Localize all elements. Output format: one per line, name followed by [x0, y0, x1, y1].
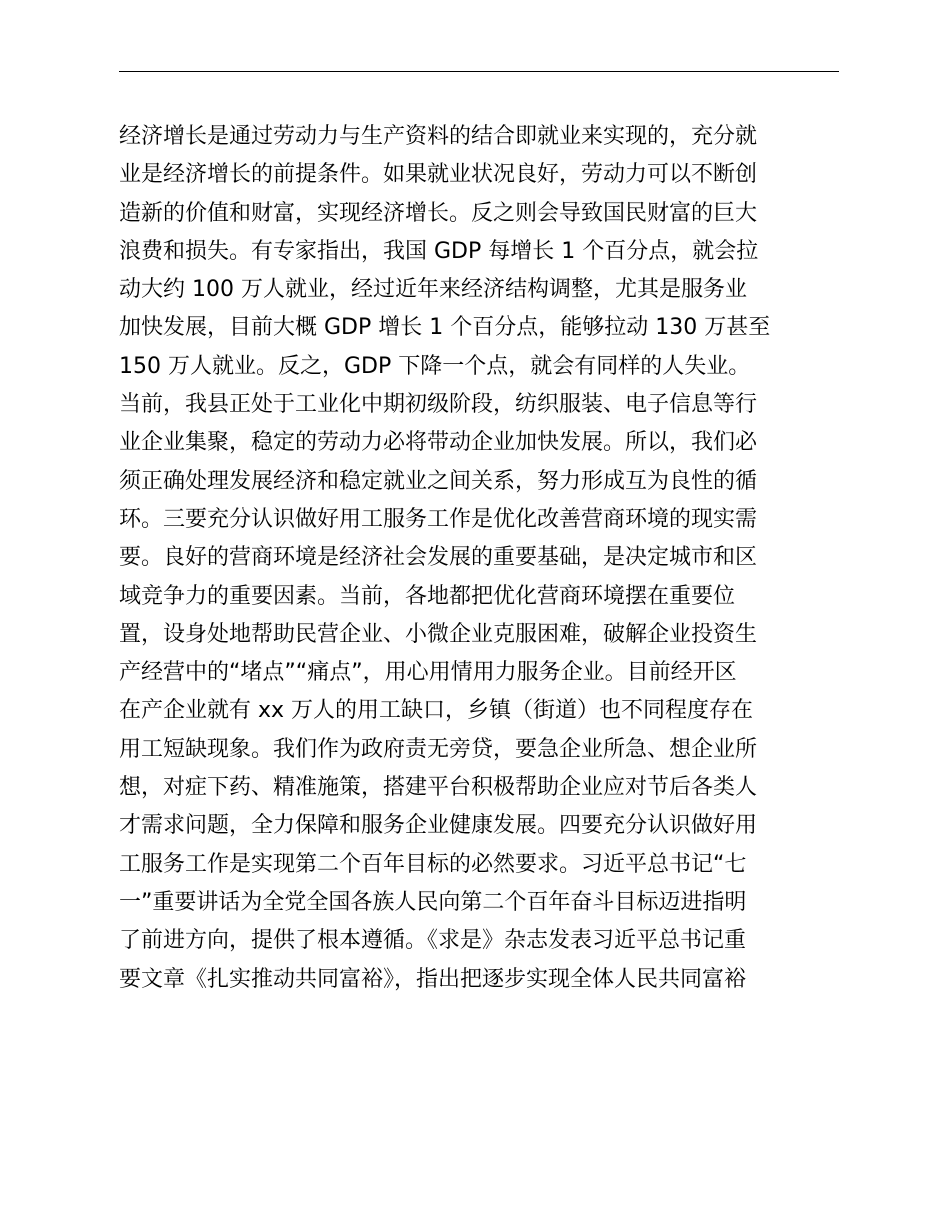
- text-line: 经济增长是通过劳动力与生产资料的结合即就业来实现的，充分就: [119, 124, 758, 149]
- text-line: 在产企业就有 xx 万人的用工缺口，乡镇（街道）也不同程度存在: [119, 698, 754, 724]
- text-line: 产经营中的“堵点”“痛点”，用心用情用力服务企业。目前经开区: [119, 660, 737, 686]
- text-line: 置，设身处地帮助民营企业、小微企业克服困难，破解企业投资生: [119, 621, 758, 647]
- text-line: 工服务工作是实现第二个百年目标的必然要求。习近平总书记“七: [119, 851, 747, 877]
- text-line: 用工短缺现象。我们作为政府责无旁贷，要急企业所急、想企业所: [119, 736, 758, 762]
- text-line: 要文章《扎实推动共同富裕》，指出把逐步实现全体人民共同富裕: [119, 966, 747, 992]
- text-line: 一”重要讲话为全党全国各族人民向第二个百年奋斗目标迈进指明: [119, 889, 747, 915]
- text-line: 业是经济增长的前提条件。如果就业状况良好，劳动力可以不断创: [119, 162, 758, 188]
- text-line: 造新的价值和财富，实现经济增长。反之则会导致国民财富的巨大: [119, 200, 758, 226]
- text-line: 150 万人就业。反之，GDP 下降一个点，就会有同样的人失业。: [119, 353, 751, 379]
- text-line: 加快发展，目前大概 GDP 增长 1 个百分点，能够拉动 130 万甚至: [119, 315, 771, 341]
- text-line: 动大约 100 万人就业，经过近年来经济结构调整，尤其是服务业: [119, 277, 747, 303]
- text-line: 要。良好的营商环境是经济社会发展的重要基础，是决定城市和区: [119, 545, 758, 571]
- text-line: 才需求问题，全力保障和服务企业健康发展。四要充分认识做好用: [119, 813, 758, 839]
- text-line: 浪费和损失。有专家指出，我国 GDP 每增长 1 个百分点，就会拉: [119, 238, 759, 264]
- text-line: 想，对症下药、精准施策，搭建平台积极帮助企业应对节后各类人: [119, 775, 758, 801]
- document-body: [119, 118, 845, 999]
- text-line: 当前，我县正处于工业化中期初级阶段，纺织服装、电子信息等行: [119, 392, 758, 418]
- text-line: 须正确处理发展经济和稳定就业之间关系，努力形成互为良性的循: [119, 468, 758, 494]
- text-line: 业企业集聚，稳定的劳动力必将带动企业加快发展。所以，我们必: [119, 430, 758, 456]
- header-rule: [119, 71, 839, 72]
- text-line: 了前进方向，提供了根本遵循。《求是》杂志发表习近平总书记重: [119, 928, 747, 954]
- text-line: 环。三要充分认识做好用工服务工作是优化改善营商环境的现实需: [119, 506, 758, 532]
- text-line: 域竞争力的重要因素。当前，各地都把优化营商环境摆在重要位: [119, 583, 736, 609]
